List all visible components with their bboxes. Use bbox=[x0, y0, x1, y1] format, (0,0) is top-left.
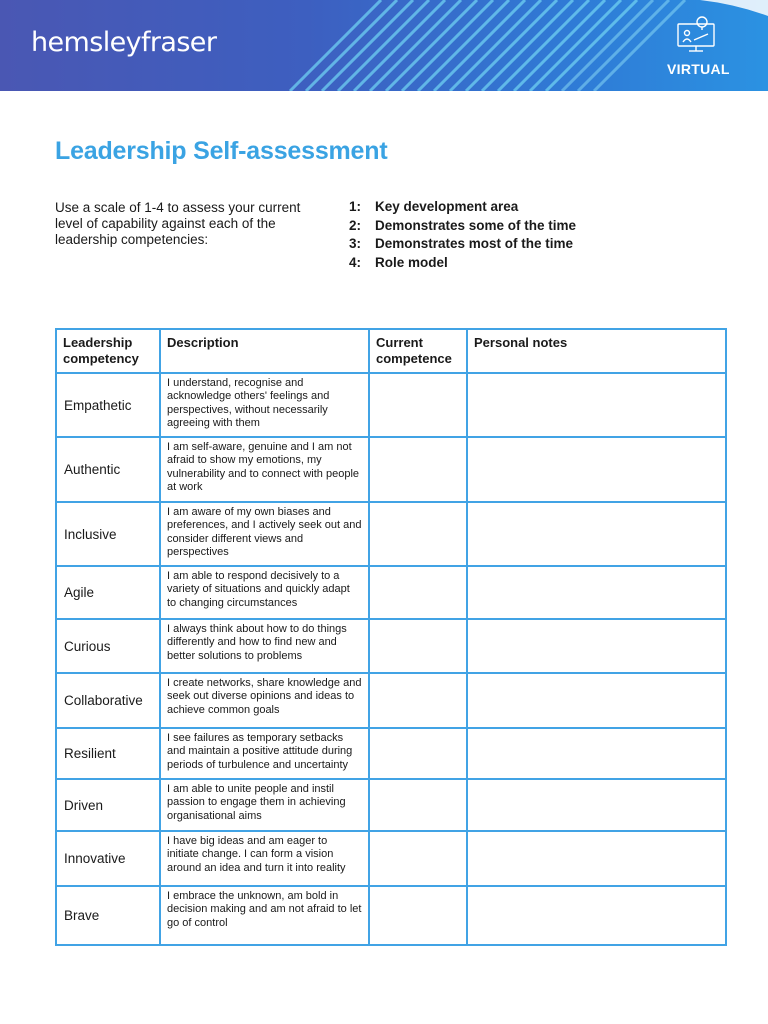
header-current-competence: Current competence bbox=[369, 329, 467, 373]
header-description: Description bbox=[160, 329, 369, 373]
description-cell: I understand, recognise and acknowledge others' feelings and perspectives, without necessarily agreeing with them bbox=[160, 373, 369, 437]
scale-number: 3: bbox=[349, 236, 362, 251]
personal-notes-cell[interactable] bbox=[467, 619, 726, 673]
description-cell: I am aware of my own biases and preferences, and I actively seek out and consider different views and perspectives bbox=[160, 502, 369, 566]
header-personal-notes: Personal notes bbox=[467, 329, 726, 373]
current-competence-cell[interactable] bbox=[369, 779, 467, 831]
description-cell: I have big ideas and am eager to initiate change. I can form a vision around an idea and turn it into reality bbox=[160, 831, 369, 886]
table-row bbox=[56, 779, 726, 831]
competency-table bbox=[55, 328, 727, 946]
personal-notes-cell[interactable] bbox=[467, 779, 726, 831]
description-cell: I am self-aware, genuine and I am not afraid to show my emotions, my vulnerability and to connect with people at work bbox=[160, 437, 369, 502]
description-cell: I see failures as temporary setbacks and maintain a positive attitude during periods of turbulence and uncertainty bbox=[160, 728, 369, 779]
current-competence-cell[interactable] bbox=[369, 673, 467, 728]
competency-cell: Innovative bbox=[56, 831, 160, 886]
table-row bbox=[56, 831, 726, 886]
competency-cell: Collaborative bbox=[56, 673, 160, 728]
header-banner bbox=[0, 0, 768, 91]
competency-cell: Driven bbox=[56, 779, 160, 831]
scale-item bbox=[349, 254, 576, 273]
table-row bbox=[56, 619, 726, 673]
personal-notes-cell[interactable] bbox=[467, 566, 726, 619]
description-cell: I am able to respond decisively to a variety of situations and quickly adapt to changing circumstances bbox=[160, 566, 369, 619]
table-row bbox=[56, 502, 726, 566]
scale-label: Demonstrates some of the time bbox=[375, 217, 577, 233]
scale-number: 2: bbox=[349, 217, 362, 233]
scale-label: Demonstrates most of the time bbox=[375, 236, 574, 251]
current-competence-cell[interactable] bbox=[369, 728, 467, 779]
current-competence-cell[interactable] bbox=[369, 831, 467, 886]
virtual-badge-label: VIRTUAL bbox=[667, 61, 730, 77]
scale-item bbox=[349, 217, 576, 236]
competency-cell: Resilient bbox=[56, 728, 160, 779]
current-competence-cell[interactable] bbox=[369, 373, 467, 437]
personal-notes-cell[interactable] bbox=[467, 437, 726, 502]
table-row bbox=[56, 728, 726, 779]
competency-cell: Inclusive bbox=[56, 502, 160, 566]
personal-notes-cell[interactable] bbox=[467, 831, 726, 886]
description-cell: I create networks, share knowledge and seek out diverse opinions and ideas to achieve common goals bbox=[160, 673, 369, 728]
current-competence-cell[interactable] bbox=[369, 566, 467, 619]
scale-number: 4: bbox=[349, 254, 362, 270]
personal-notes-cell[interactable] bbox=[467, 502, 726, 566]
intro-text: Use a scale of 1-4 to assess your current level of capability against each of the leadership competencies: bbox=[55, 200, 301, 247]
scale-number: 1: bbox=[349, 199, 362, 214]
virtual-training-icon bbox=[674, 14, 718, 56]
personal-notes-cell[interactable] bbox=[467, 373, 726, 437]
table-row bbox=[56, 566, 726, 619]
page-title: Leadership Self-assessment bbox=[55, 137, 388, 165]
description-cell: I am able to unite people and instil passion to engage them in achieving organisational aims bbox=[160, 779, 369, 831]
scale-item bbox=[349, 198, 576, 217]
current-competence-cell[interactable] bbox=[369, 502, 467, 566]
hemsleyfraser-logo: hemsleyfraser bbox=[31, 27, 217, 58]
current-competence-cell[interactable] bbox=[369, 437, 467, 502]
personal-notes-cell[interactable] bbox=[467, 673, 726, 728]
scale-label: Role model bbox=[375, 254, 448, 270]
rating-scale-legend bbox=[349, 198, 576, 272]
personal-notes-cell[interactable] bbox=[467, 728, 726, 779]
competency-cell: Authentic bbox=[56, 437, 160, 502]
current-competence-cell[interactable] bbox=[369, 886, 467, 945]
current-competence-cell[interactable] bbox=[369, 619, 467, 673]
personal-notes-cell[interactable] bbox=[467, 886, 726, 945]
competency-cell: Agile bbox=[56, 566, 160, 619]
competency-cell: Brave bbox=[56, 886, 160, 945]
header-leadership-competency: Leadership competency bbox=[56, 329, 160, 373]
competency-cell: Empathetic bbox=[56, 373, 160, 437]
table-row bbox=[56, 673, 726, 728]
scale-item bbox=[349, 235, 576, 254]
description-cell: I always think about how to do things differently and how to find new and better solutions to problems bbox=[160, 619, 369, 673]
table-row bbox=[56, 437, 726, 502]
table-row bbox=[56, 373, 726, 437]
competency-cell: Curious bbox=[56, 619, 160, 673]
scale-label: Key development area bbox=[375, 199, 519, 214]
description-cell: I embrace the unknown, am bold in decision making and am not afraid to let go of control bbox=[160, 886, 369, 945]
table-row bbox=[56, 886, 726, 945]
table-header-row bbox=[56, 329, 726, 373]
